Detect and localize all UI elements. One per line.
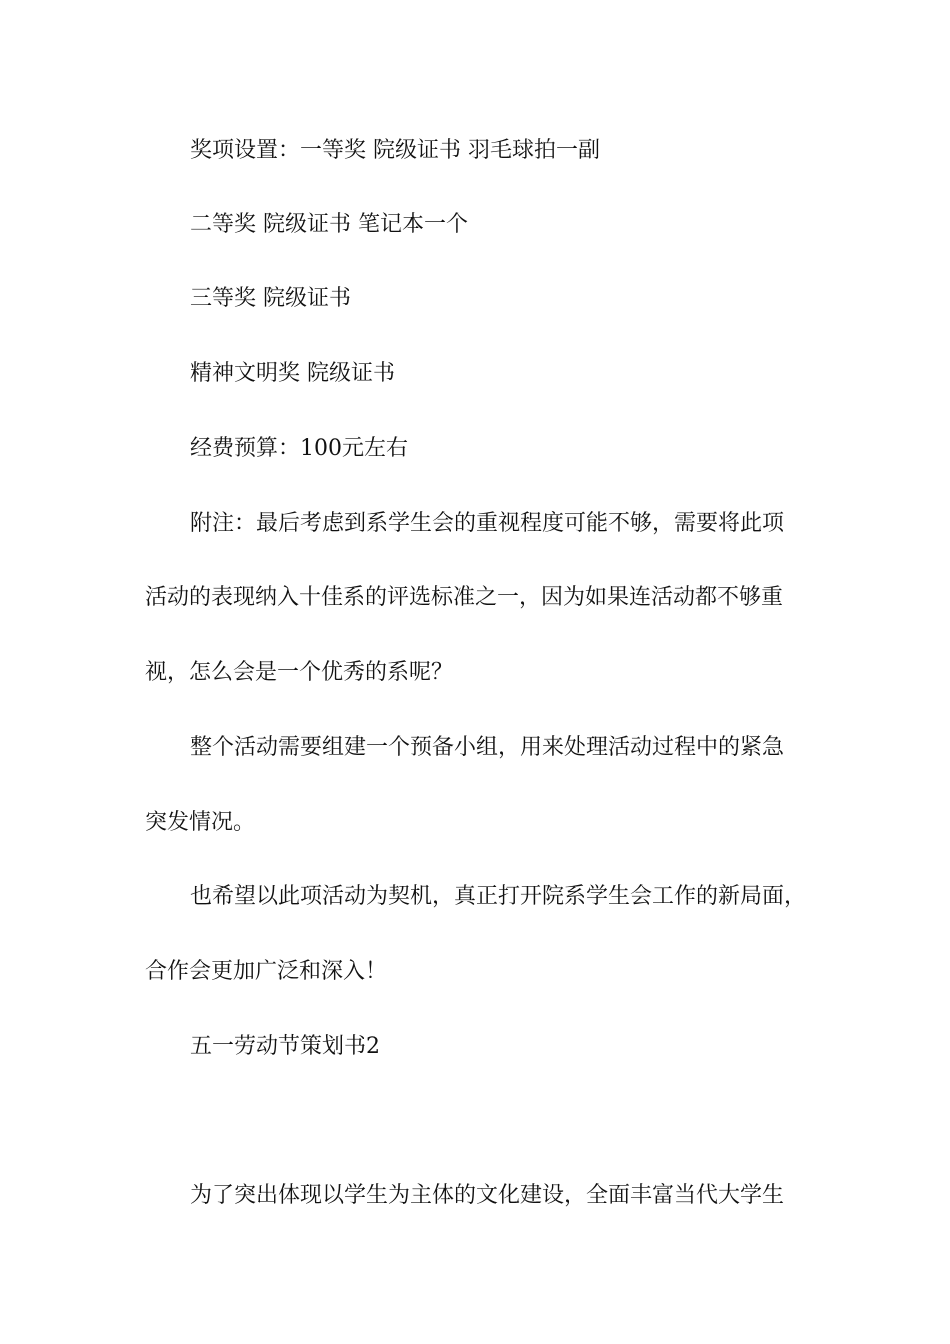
budget-line: 经费预算：100元左右	[190, 436, 408, 461]
standby-team-paragraph-line-1: 整个活动需要组建一个预备小组，用来处理活动过程中的紧急	[190, 735, 785, 760]
note-paragraph-line-3: 视，怎么会是一个优秀的系呢？	[145, 660, 454, 685]
awards-spirit-prize-line: 精神文明奖 院级证书	[190, 361, 395, 386]
hope-paragraph-line-1: 也希望以此项活动为契机，真正打开院系学生会工作的新局面，	[190, 884, 807, 909]
awards-second-prize-line: 二等奖 院级证书 笔记本一个	[190, 212, 468, 237]
awards-third-prize-line: 三等奖 院级证书	[190, 286, 351, 311]
intro-paragraph-line-1: 为了突出体现以学生为主体的文化建设，全面丰富当代大学生	[190, 1183, 785, 1208]
note-paragraph-line-2: 活动的表现纳入十佳系的评选标准之一，因为如果连活动都不够重	[145, 585, 784, 610]
standby-team-paragraph-line-2: 突发情况。	[145, 810, 256, 835]
note-paragraph-line-1: 附注：最后考虑到系学生会的重视程度可能不够，需要将此项	[190, 511, 785, 536]
section-heading: 五一劳动节策划书2	[190, 1034, 380, 1059]
hope-paragraph-line-2: 合作会更加广泛和深入！	[145, 959, 388, 984]
awards-first-prize-line: 奖项设置：一等奖 院级证书 羽毛球拍一副	[190, 138, 600, 163]
